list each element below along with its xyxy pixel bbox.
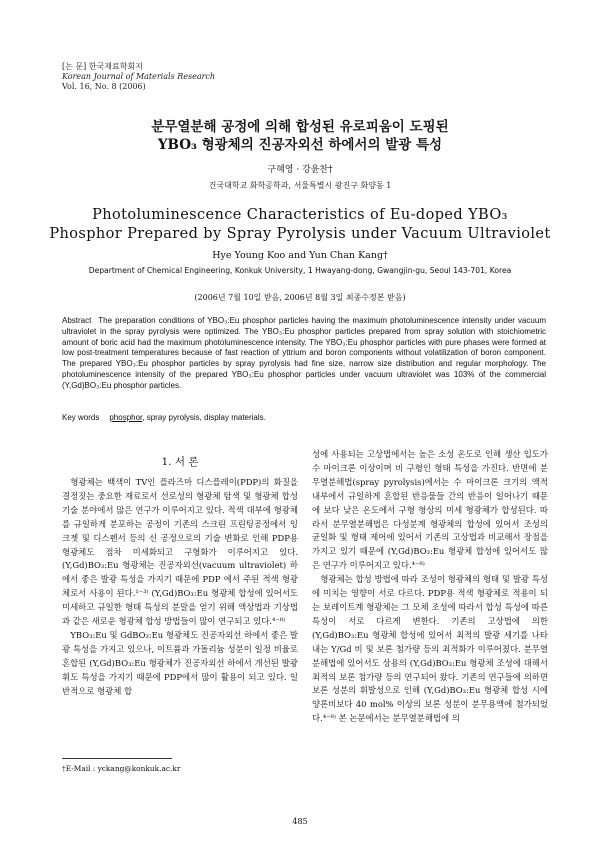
journal-volume: Vol. 16, No. 8 (2006) xyxy=(62,82,146,91)
journal-header xyxy=(62,62,215,92)
affiliation-english: Department of Chemical Engineering, Konkuk University, 1 Hwayang-dong, Gwangjin-gu, Seoul 143-701, Korea xyxy=(88,266,512,275)
keyword-link-phosphor[interactable]: phosphor xyxy=(109,413,143,422)
authors-korean: 구혜영 · 강윤찬† xyxy=(267,165,333,175)
title-english-line2: Phosphor Prepared by Spray Pyrolysis under Vacuum Ultraviolet xyxy=(49,226,551,242)
body-paragraph: 형광체는 합성 방법에 따라 조성이 형광체의 형태 및 발광 특성에 미치는 영향이 서로 다르다. PDP용 적색 형광체로 적용이 되는 보레이트계 형광체는 그 모체 조성에 따라서 합성 특성에 따른 특성이 서로 다르게 변한다. 기존의 고상법에 의한 (Y,Gd)BO₃:Eu 형광체 합성에 있어서 최적의 발광 세기를 나타내는 Y/Gd 비 및 보론 첨가량 등의 최적화가 이루어졌다. 분무열분해법에 있어서도 상용의 (Y,Gd)BO₃:Eu 형광체 조성에 대해서 최적의 보론 첨가량 등의 연구되어 왔다. 기존의 연구들에 의하면 보론 성분의 휘발성으로 인해 (Y,Gd)BO₃:Eu 형광체 합성 시에 양론비보다 40 mol% 이상의 보론 성분이 분무용액에 첨가되었다.⁴⁻⁸⁾ 본 논문에서는 분무열분해법에 의 xyxy=(312,574,548,724)
keywords-label: Key words xyxy=(62,413,100,422)
body-column-right xyxy=(312,448,548,726)
affiliation-korean: 건국대학교 화학공학과, 서울특별시 광진구 화양동 1 xyxy=(208,181,392,190)
keywords-rest: , spray pyrolysis, display materials. xyxy=(142,413,266,422)
title-english-line1: Photoluminescence Characteristics of Eu-doped YBO₃ xyxy=(92,207,508,223)
abstract xyxy=(62,316,546,392)
title-korean xyxy=(0,118,600,154)
section-heading-introduction: 1. 서 론 xyxy=(161,456,199,468)
page-number: 485 xyxy=(292,817,308,826)
title-korean-line1: 분무열분해 공정에 의해 합성된 유로피움이 도핑된 xyxy=(151,119,449,135)
body-paragraph: 성에 사용되는 고상법에서는 높은 소성 온도로 인해 생산 입도가 수 마이크론 이상이며 비 구형인 형태 특성을 가진다. 반면에 분무열분해법(spray pyrolysis)에서는 수 마이크론 크기의 액적 내부에서 규일하게 혼합된 반응물들 간의 반응이 일어나기 때문에 보다 낮은 온도에서 구형 형상의 미세 형광체가 합성된다. 따라서 분무열분해법은 다성분계 형광체의 합성에 있어서 조성의 균일화 및 형태 제어에 있어서 기존의 고상법과 비교해서 장점을 가지고 있기 때문에 (Y,Gd)BO₃:Eu 형광체 합성에 있어서도 많은 연구가 이루어지고 있다.⁴⁻⁸⁾ xyxy=(312,449,548,571)
journal-name-en: Korean Journal of Materials Research xyxy=(62,72,216,81)
title-korean-line2: YBO₃ 형광체의 진공자외선 하에서의 발광 특성 xyxy=(157,137,443,153)
title-english xyxy=(0,206,600,244)
journal-name-ko: [논 문] 한국재료학회지 xyxy=(62,62,143,71)
body-paragraph: YBO₃:Eu 및 GdBO₃:Eu 형광체도 진공자외선 하에서 좋은 발광 특성을 가지고 있으나, 이트륨과 가돌리늄 성분이 일정 비율로 혼합된 (Y,Gd)BO₃:Eu 형광체가 진공자외선 하에서 개선된 발광 휘도 특성을 가지기 때문에 PDP에서 많이 활용이 되고 있다. 일반적으로 형광체 합 xyxy=(62,629,298,696)
keywords xyxy=(62,413,266,422)
footnote-divider xyxy=(62,758,172,759)
abstract-text: The preparation conditions of YBO₃:Eu phosphor particles having the maximum photoluminescence intensity under vacuum ultraviolet in the spray pyrolysis were optimized. The YBO₃:Eu phosphor particles prepared from spray solution with stoichiometric amount of boric acid had the maximum photoluminescence intensity. The YBO₃:Eu phosphor particles with pure phases were formed at low post-treatment temperatures because of fast reaction of yttrium and boron components without volatilization of boron component. The prepared YBO₃:Eu phosphor particles by spray pyrolysis had fine size, narrow size distribution and regular morphology. The photoluminescence intensity of the prepared YBO₃:Eu phosphor particles under vacuum ultraviolet was 103% of the commercial (Y,Gd)BO₃:Eu phosphor particles. xyxy=(62,316,546,390)
body-paragraph: 형광체는 백색이 TV인 플라즈마 디스플레이(PDP)의 화질을 결정짓는 중요한 재료로서 선로성의 형광체 탐색 및 형광체 합성기술 분야에서 많은 연구가 이루어지고 있다. 적색 대부에 형광체를 규일하게 분포하는 공정이 기존의 스크린 프린팅공정에서 잉크젯 및 디스펜서 등의 신 공정으로의 기술 변화로 인해 PDP용 형광체도 점차 미세화되고 구형화가 이루어지고 있다. (Y,Gd)BO₃:Eu 형광체는 진공자외선(vacuum ultraviolet) 하에서 좋은 발광 특성을 가지기 때문에 PDP 에서 주된 적색 형광체로서 사용이 된다.¹⁻³⁾ (Y,Gd)BO₃:Eu 형광체 합성에 있어서도 미세하고 규일한 형태 특성의 분말을 얻기 위해 액상법과 기상법과 같은 새로운 형광체 합성 방법들이 많이 연구되고 있다.⁴⁻⁸⁾ xyxy=(62,477,298,627)
body-column-left xyxy=(62,476,298,699)
abstract-label: Abstract xyxy=(62,316,92,325)
received-dates: (2006년 7월 10일 받음, 2006년 8월 3일 최종수정본 받음) xyxy=(194,293,406,302)
footnote-email: †E-Mail : yckang@konkuk.ac.kr xyxy=(62,764,181,773)
authors-english: Hye Young Koo and Yun Chan Kang† xyxy=(212,250,388,261)
